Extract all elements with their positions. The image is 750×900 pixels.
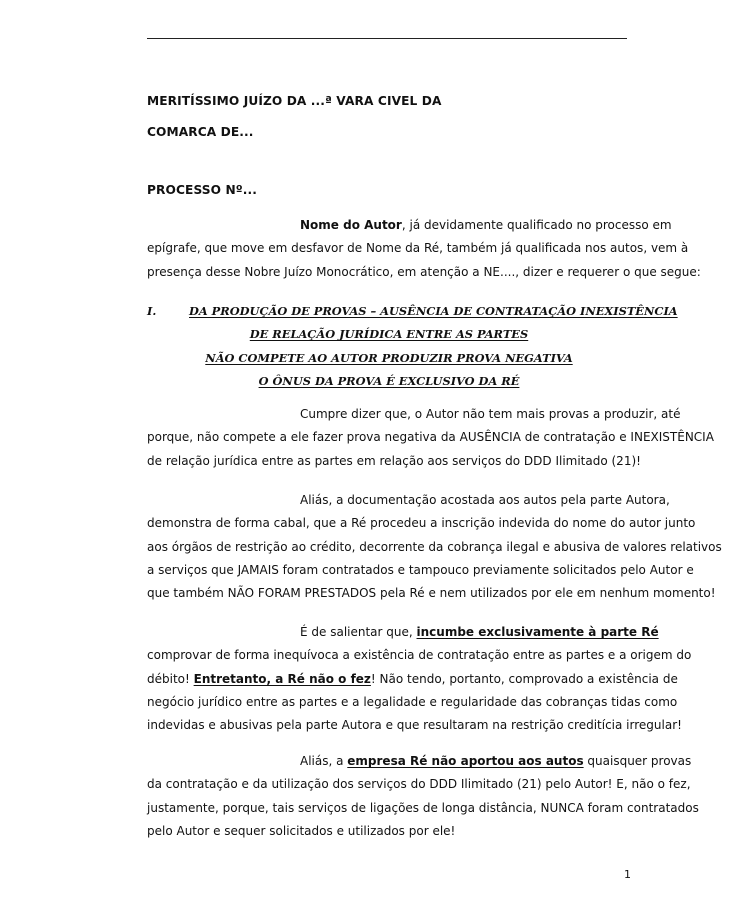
paragraph-line: demonstra de forma cabal, que a Ré procedeu a inscrição indevida do nome do autor junto: [147, 516, 696, 531]
paragraph-line: negócio jurídico entre as partes e a legalidade e regularidade das cobranças tidas como: [147, 694, 678, 709]
intro-line-1: Nome do Autor, já devidamente qualificado no processo em: [300, 218, 672, 232]
paragraph-no-more-evidence: [147, 403, 714, 473]
paragraph-line: indevidas e abusivas pela parte Autora e que resultaram na restrição creditícia irregular!: [147, 718, 682, 733]
paragraph-line: débito! Entretanto, a Ré não o fez! Não tendo, portanto, comprovado a existência de: [147, 671, 678, 686]
section-title-line-3: NÃO COMPETE AO AUTOR PRODUZIR PROVA NEGATIVA: [205, 350, 573, 365]
paragraph-line: É de salientar que, incumbe exclusivamente à parte Ré: [300, 625, 659, 639]
paragraph-line: que também NÃO FORAM PRESTADOS pela Ré e nem utilizados por ele em nenhum momento!: [147, 586, 716, 601]
intro-line-2: epígrafe, que move em desfavor de Nome da Ré, também já qualificada nos autos, vem à: [147, 241, 689, 256]
intro-line-3: presença desse Nobre Juízo Monocrático, em atenção a NE...., dizer e requerer o que segue:: [147, 264, 701, 279]
paragraph-no-evidence-provided: [147, 750, 699, 843]
paragraph-line: Aliás, a documentação acostada aos autos pela parte Autora,: [300, 493, 670, 507]
paragraph-line: Cumpre dizer que, o Autor não tem mais provas a produzir, até: [300, 407, 681, 421]
section-numeral: I.: [147, 304, 157, 318]
emphasis-no-evidence: empresa Ré não aportou aos autos: [347, 754, 584, 768]
intro-paragraph: [147, 214, 701, 284]
paragraph-line: aos órgãos de restrição ao crédito, decorrente da cobrança ilegal e abusiva de valores relativos: [147, 539, 722, 554]
paragraph-line: justamente, porque, tais serviços de ligações de longa distância, NUNCA foram contratados: [147, 800, 699, 815]
paragraph-burden-of-proof: [147, 621, 692, 737]
section-title-line-1: I. DA PRODUÇÃO DE PROVAS – AUSÊNCIA DE CONTRATAÇÃO INEXISTÊNCIA: [147, 300, 631, 323]
section-heading: [147, 300, 678, 393]
paragraph-line: da contratação e da utilização dos serviços do DDD Ilimitado (21) pelo Autor! E, não o fez,: [147, 777, 691, 792]
court-address-line-2: COMARCA DE...: [147, 125, 254, 139]
emphasis-defendant-failed: Entretanto, a Ré não o fez: [193, 671, 371, 686]
paragraph-documentation: [147, 489, 722, 605]
process-number: PROCESSO Nº...: [147, 183, 257, 197]
court-address-line-1: MERITÍSSIMO JUÍZO DA ...ª VARA CIVEL DA: [147, 94, 442, 108]
section-title-line-4: O ÔNUS DA PROVA É EXCLUSIVO DA RÉ: [258, 373, 520, 388]
author-name: Nome do Autor: [300, 218, 402, 232]
paragraph-line: pelo Autor e sequer solicitados e utilizados por ele!: [147, 823, 456, 838]
section-title-line-2: DE RELAÇÃO JURÍDICA ENTRE AS PARTES: [249, 327, 529, 342]
paragraph-line: a serviços que JAMAIS foram contratados e tampouco previamente solicitados pelo Autor e: [147, 562, 694, 577]
paragraph-line: porque, não compete a ele fazer prova negativa da AUSÊNCIA de contratação e INEXISTÊNCIA: [147, 430, 714, 445]
header-rule: [147, 38, 627, 39]
paragraph-line: Aliás, a empresa Ré não aportou aos autos quaisquer provas: [300, 754, 692, 768]
page-number: 1: [624, 868, 631, 881]
paragraph-line: comprovar de forma inequívoca a existência de contratação entre as partes e a origem do: [147, 648, 692, 663]
paragraph-line: de relação jurídica entre as partes em relação aos serviços do DDD Ilimitado (21)!: [147, 453, 641, 468]
emphasis-exclusive-burden: incumbe exclusivamente à parte Ré: [416, 625, 659, 639]
